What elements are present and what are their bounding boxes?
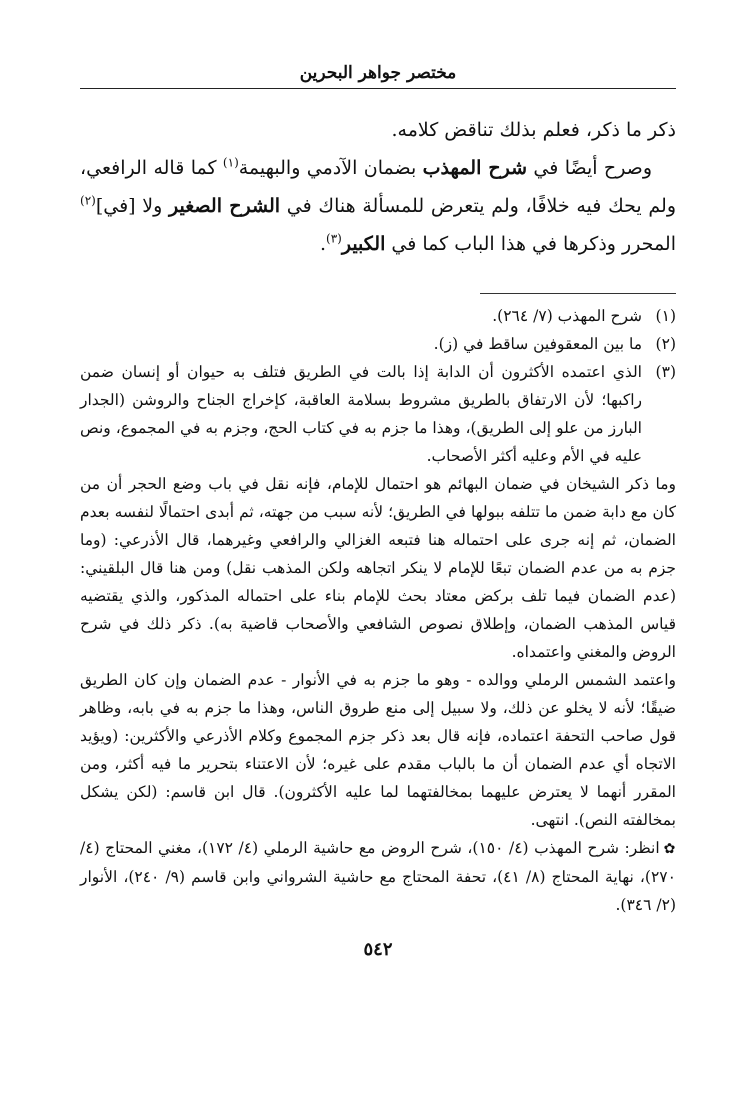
text-run: بضمان الآدمي والبهيمة (238, 157, 423, 179)
flower-icon: ✿ (663, 841, 676, 857)
footnote-text: الذي اعتمده الأكثرون أن الدابة إذا بالت في الطريق فتلف به حيوان أو إنسان ضمن راكبها؛ لأن الارتفاق بالطريق مشروط بسلامة العاقبة، كإخراج الجناح والروشن (الجدار البارز من علو إلى الطريق)، وهذا ما جزم به في كتاب الحج، وجزم به في المجموع، ونص عليه في الأم وعليه أكثر الأصحاب. (80, 363, 642, 465)
text-run: ولا [في] (95, 195, 170, 217)
page-number: ٥٤٢ (363, 939, 393, 960)
text-run: . (319, 233, 327, 255)
footnote-3-paragraph-3: واعتمد الشمس الرملي ووالده - وهو ما جزم به في الأنوار - عدم الضمان وإن كان الطريق ضيقًا؛ لأنه لا يخلو عن ذلك، ولا سبيل إلى منع طروق الناس، وهذا ما جزم به في بابه، وظاهر قول صاحب التحفة اعتماده، فإنه قال بعد ذكر جزم المجموع وكلام الأذرعي والأكثرين: (ويؤيد الاتجاه أي عدم الضمان أن ما بالباب مقدم على غيره؛ لأن الاعتناء بتحرير ما فيه أكثر، ومن المقرر أنهما لا يعترض عليهما بمخالفتهما لما عليه الأكثرون). قال ابن قاسم: (لكن يشكل بمخالفته النص). انتهى. (80, 671, 676, 829)
footnote-text: ما بين المعقوفين ساقط في (ز). (433, 335, 642, 353)
footnote-3 (80, 358, 676, 470)
book-title-al-sharh-al-saghir: الشرح الصغير (169, 195, 281, 217)
footnote-2 (80, 330, 676, 358)
book-page (80, 58, 676, 960)
book-title-sharh-al-muhadhdhab: شرح المهذب (422, 157, 527, 179)
footnote-3-paragraph-2: وما ذكر الشيخان في ضمان البهائم هو احتمال للإمام، فإنه نقل في باب وضع الحجر أن من كان مع دابة ضمن ما تتلفه ببولها في الطريق؛ لأنه سبب من جهته، ثم أبدى احتمالًا لنفسه بعدم الضمان، ثم إنه جرى على احتماله هنا فتبعه الغزالي والرافعي وغيرهما، قال الأذرعي: (وما جزم به من عدم الضمان تبعًا للإمام لا ينكر اتجاهه ولكن المذهب نقل) ومن هنا قال البلقيني: (عدم الضمان فيما تلف بركض معتاد بحث للإمام بناء على احتماله المذكور، والذي يقتضيه قياس المذهب الضمان، وإطلاق نصوص الشافعي والأصحاب قاضية به). ذكر ذلك في شرح الروض والمغني واعتمداه. (80, 475, 676, 661)
footnote-ref-2[interactable]: (٢) (80, 193, 96, 208)
text-run: المحرر وذكرها في هذا الباب كما في (385, 233, 676, 255)
footnote-number: (١) (655, 307, 676, 325)
sources-text: انظر: شرح المهذب (٤/ ١٥٠)، شرح الروض مع حاشية الرملي (٤/ ١٧٢)، مغني المحتاج (٤/ ٢٧٠)، نهاية المحتاج (٨/ ٤١)، تحفة المحتاج مع حاشية الشرواني وابن قاسم (٩/ ٢٤٠)، الأنوار (٢/ ٣٤٦). (80, 839, 676, 914)
footnote-ref-3[interactable]: (٣) (326, 231, 342, 246)
text-run: كما قاله الرافعي، ولم يحك فيه خلافًا، ولم يتعرض للمسألة هناك في (80, 157, 676, 217)
footnote-number: (٣) (655, 363, 676, 381)
footnote-ref-1[interactable]: (١) (222, 155, 239, 170)
footnote-text: شرح المهذب (٧/ ٢٦٤). (492, 307, 642, 325)
main-paragraph-2 (80, 149, 676, 263)
book-title-al-kabir: الكبير (341, 233, 386, 255)
main-paragraph-1: ذكر ما ذكر، فعلم بذلك تناقض كلامه. (391, 119, 676, 141)
running-title: مختصر جواهر البحرين (299, 63, 457, 83)
main-text (80, 111, 676, 263)
footnotes (80, 302, 676, 919)
footnote-1 (80, 302, 676, 330)
footnote-number: (٢) (655, 335, 676, 353)
text-run: وصرح أيضًا في (526, 157, 652, 179)
footnote-separator (480, 293, 676, 294)
footnote-3-sources (80, 834, 676, 919)
header-rule (80, 88, 676, 89)
